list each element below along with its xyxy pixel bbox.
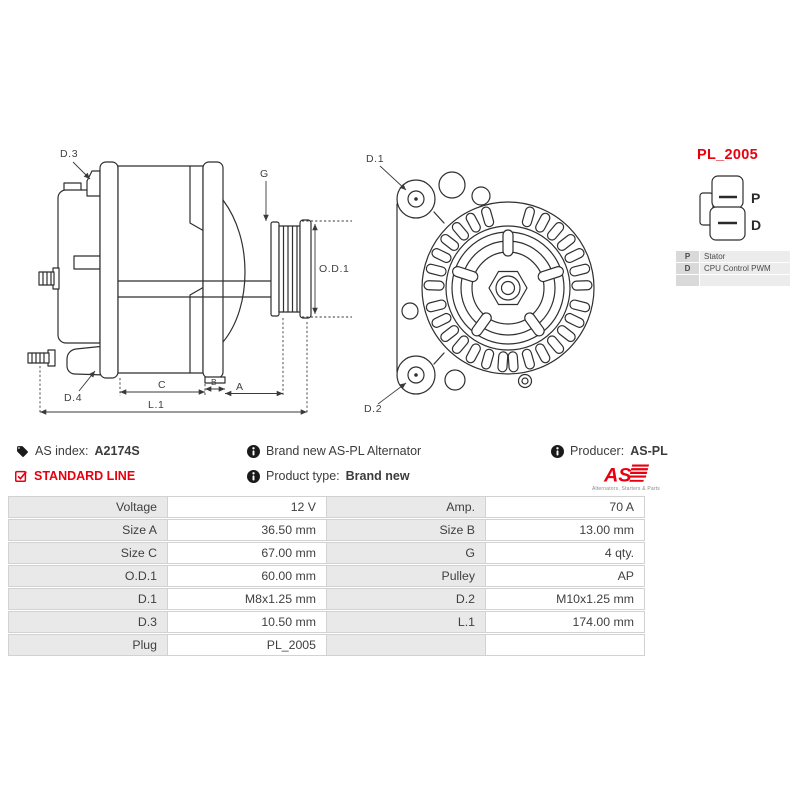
spec-row <box>8 519 645 541</box>
as-logo-text: AS <box>604 464 632 485</box>
legend-pin: D <box>676 263 699 274</box>
spec-row <box>8 611 645 633</box>
spec-value: 10.50 mm <box>167 611 327 633</box>
info-icon <box>551 445 564 458</box>
dim-label-c: C <box>158 379 167 391</box>
legend-desc: Stator <box>700 251 790 262</box>
spec-value: 12 V <box>167 496 327 518</box>
dim-label-l1: L.1 <box>148 399 165 411</box>
connector-pin-p-label: P <box>751 190 761 206</box>
spec-label: Size A <box>8 519 168 541</box>
spec-row <box>8 588 645 610</box>
dim-label-a: A <box>236 381 244 393</box>
spec-label: Size C <box>8 542 168 564</box>
dim-label-d2: D.2 <box>364 403 383 415</box>
dim-label-b: B <box>211 377 217 387</box>
spec-row <box>8 496 645 518</box>
dim-label-g: G <box>260 168 269 180</box>
spec-table <box>8 496 645 657</box>
standard-line-item <box>14 468 135 484</box>
product-type-label: Product type: <box>266 469 340 483</box>
brand-new-item <box>247 443 421 459</box>
spec-row <box>8 542 645 564</box>
legend-desc <box>700 275 790 286</box>
spec-value: 70 A <box>485 496 645 518</box>
producer-value: AS-PL <box>630 444 668 458</box>
spec-label: D.3 <box>8 611 168 633</box>
spec-row <box>8 565 645 587</box>
spec-row <box>8 634 645 656</box>
spec-label <box>326 634 486 656</box>
connector-plug-drawing <box>700 176 761 240</box>
product-type-value: Brand new <box>345 469 410 483</box>
legend-row <box>676 275 790 286</box>
dim-label-od1: O.D.1 <box>319 263 350 275</box>
spec-value: M8x1.25 mm <box>167 588 327 610</box>
connector-legend <box>676 251 790 287</box>
spec-label: L.1 <box>326 611 486 633</box>
spec-value <box>485 634 645 656</box>
dim-label-d4: D.4 <box>64 392 83 404</box>
alternator-front-view <box>397 172 594 394</box>
spec-value: 36.50 mm <box>167 519 327 541</box>
spec-label: Pulley <box>326 565 486 587</box>
legend-row <box>676 251 790 262</box>
spec-value: 60.00 mm <box>167 565 327 587</box>
spec-label: Size B <box>326 519 486 541</box>
spec-label: G <box>326 542 486 564</box>
spec-label: Plug <box>8 634 168 656</box>
spec-value: 67.00 mm <box>167 542 327 564</box>
spec-label: O.D.1 <box>8 565 168 587</box>
legend-row <box>676 263 790 274</box>
as-index-item <box>16 443 140 459</box>
spec-value: M10x1.25 mm <box>485 588 645 610</box>
spec-label: Amp. <box>326 496 486 518</box>
as-index-value: A2174S <box>94 444 140 458</box>
standard-line-label: STANDARD LINE <box>34 469 136 483</box>
spec-value: AP <box>485 565 645 587</box>
dim-label-d3: D.3 <box>60 148 79 160</box>
producer-item <box>551 443 668 459</box>
spec-label: Voltage <box>8 496 168 518</box>
spec-value: 174.00 mm <box>485 611 645 633</box>
connector-title: PL_2005 <box>697 147 758 163</box>
info-icon <box>247 470 260 483</box>
legend-desc: CPU Control PWM <box>700 263 790 274</box>
product-type-item <box>247 468 410 484</box>
as-pl-logo <box>594 463 658 485</box>
checked-box-icon <box>14 469 28 483</box>
legend-pin: P <box>676 251 699 262</box>
as-logo-tagline: Alternators, Starters & Parts <box>591 486 661 492</box>
tag-icon <box>16 445 29 458</box>
spec-value: PL_2005 <box>167 634 327 656</box>
as-index-label: AS index: <box>35 444 89 458</box>
spec-value: 13.00 mm <box>485 519 645 541</box>
info-icon <box>247 445 260 458</box>
dim-label-d1: D.1 <box>366 153 385 165</box>
connector-pin-d-label: D <box>751 217 762 233</box>
legend-pin <box>676 275 699 286</box>
spec-label: D.2 <box>326 588 486 610</box>
spec-label: D.1 <box>8 588 168 610</box>
producer-label: Producer: <box>570 444 625 458</box>
spec-value: 4 qty. <box>485 542 645 564</box>
brand-new-text: Brand new AS-PL Alternator <box>266 444 422 458</box>
alternator-side-view <box>28 162 311 383</box>
